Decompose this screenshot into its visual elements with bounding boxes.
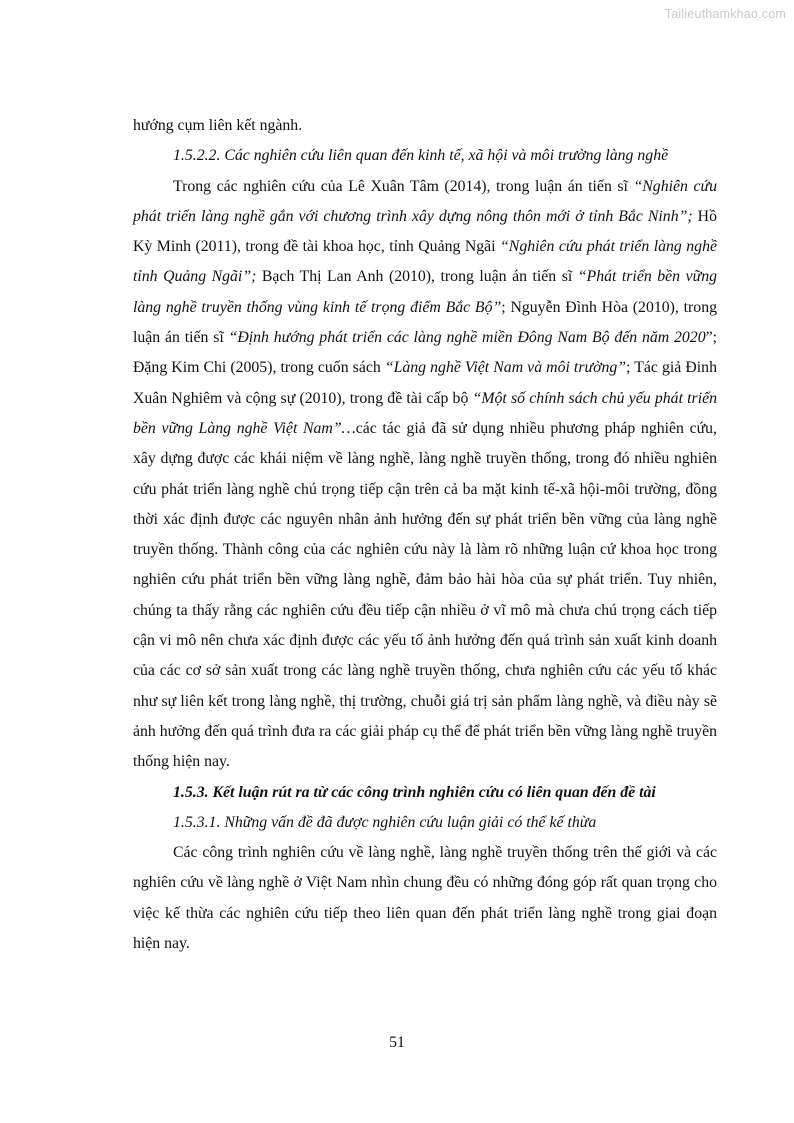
paragraph-studies bbox=[133, 172, 717, 778]
paragraph-conclusion: Các công trình nghiên cứu về làng nghề, làng nghề truyền thống trên thế giới và các nghiên cứu về làng nghề ở Việt Nam nhìn chung đều có những đóng góp rất quan trọng cho việc kế thừa các nghiên cứu tiếp theo liên quan đến phát triển làng nghề trong giai đoạn hiện nay. bbox=[133, 844, 717, 953]
text-run: các tác giả đã sử dụng nhiều phương pháp nghiên cứu, xây dựng được các khái niệm về làng nghề, làng nghề truyền thống, trong đó nhiều nghiên cứu phát triển làng nghề chú trọng tiếp cận trên cả ba mặt kinh tế-xã hội-môi trường, đồng thời xác định được các nguyên nhân ảnh hưởng đến sự phát triển bền vững của làng nghề truyền thống. Thành công của các nghiên cứu này là làm rõ những luận cứ khoa học trong nghiên cứu phát triển bền vững làng nghề, đảm bảo hài hòa của sự phát triển. Tuy nhiên, chúng ta thấy rằng các nghiên cứu đều tiếp cận nhiều ở vĩ mô mà chưa chú trọng cách tiếp cận vi mô nên chưa xác định được các yếu tố ảnh hưởng đến quá trình sản xuất kinh doanh của các cơ sở sản xuất trong các làng nghề truyền thống, chưa nghiên cứu các yếu tố khác như sự liên kết trong làng nghề, thị trường, chuỗi giá trị sản phẩm làng nghề, và điều này sẽ ảnh hưởng đến quá trình đưa ra các giải pháp cụ thể để phát triển bền vững làng nghề truyền thống hiện nay. bbox=[133, 419, 717, 771]
text-run: ; Nguyễn Đình Hòa (2010), trong luận án tiến sĩ bbox=[133, 298, 718, 347]
italic-title: “Một số chính sách chủ yếu phát triển bền vững Làng nghề Việt Nam”… bbox=[133, 389, 718, 437]
text-run: Trong các nghiên cứu của Lê Xuân Tâm (2014), trong luận án tiến sĩ bbox=[173, 177, 634, 195]
page-number: 51 bbox=[389, 1034, 405, 1051]
heading-1-5-2-2: 1.5.2.2. Các nghiên cứu liên quan đến kinh tế, xã hội và môi trường làng nghề bbox=[173, 147, 669, 165]
paragraph-continuation: hướng cụm liên kết ngành. bbox=[133, 117, 303, 134]
italic-title: “Định hướng phát triển các làng nghề miền Đông Nam Bộ đến năm 2020 bbox=[228, 329, 706, 347]
heading-1-5-3-1: 1.5.3.1. Những vấn đề đã được nghiên cứu luận giải có thể kế thừa bbox=[173, 813, 597, 831]
italic-title: “Nghiên cứu phát triển làng nghề tỉnh Quảng Ngãi”; bbox=[133, 238, 717, 286]
text-run: Hồ Kỳ Minh (2011), trong đề tài khoa học, tỉnh Quảng Ngãi bbox=[133, 207, 717, 256]
page-body bbox=[133, 111, 717, 959]
italic-title: “Nghiên cứu phát triển làng nghề gắn với chương trình xây dựng nông thôn mới ở tỉnh Bắc Ninh”; bbox=[133, 177, 717, 225]
heading-1-5-3: 1.5.3. Kết luận rút ra từ các công trình nghiên cứu có liên quan đến đề tài bbox=[173, 783, 656, 801]
italic-title: “Phát triển bền vững làng nghề truyền thống vùng kinh tế trọng điểm Bắc Bộ” bbox=[133, 268, 717, 316]
text-run: Bạch Thị Lan Anh (2010), trong luận án tiến sĩ bbox=[256, 268, 578, 286]
italic-title: “Làng nghề Việt Nam và môi trường” bbox=[384, 359, 627, 377]
watermark: Tailieuthamkhao.com bbox=[664, 7, 786, 21]
text-run: ; Tác giả Đinh Xuân Nghiêm và cộng sự (2010), trong đề tài cấp bộ bbox=[133, 359, 717, 407]
text-run: ”; Đặng Kim Chi (2005), trong cuốn sách bbox=[133, 329, 717, 377]
